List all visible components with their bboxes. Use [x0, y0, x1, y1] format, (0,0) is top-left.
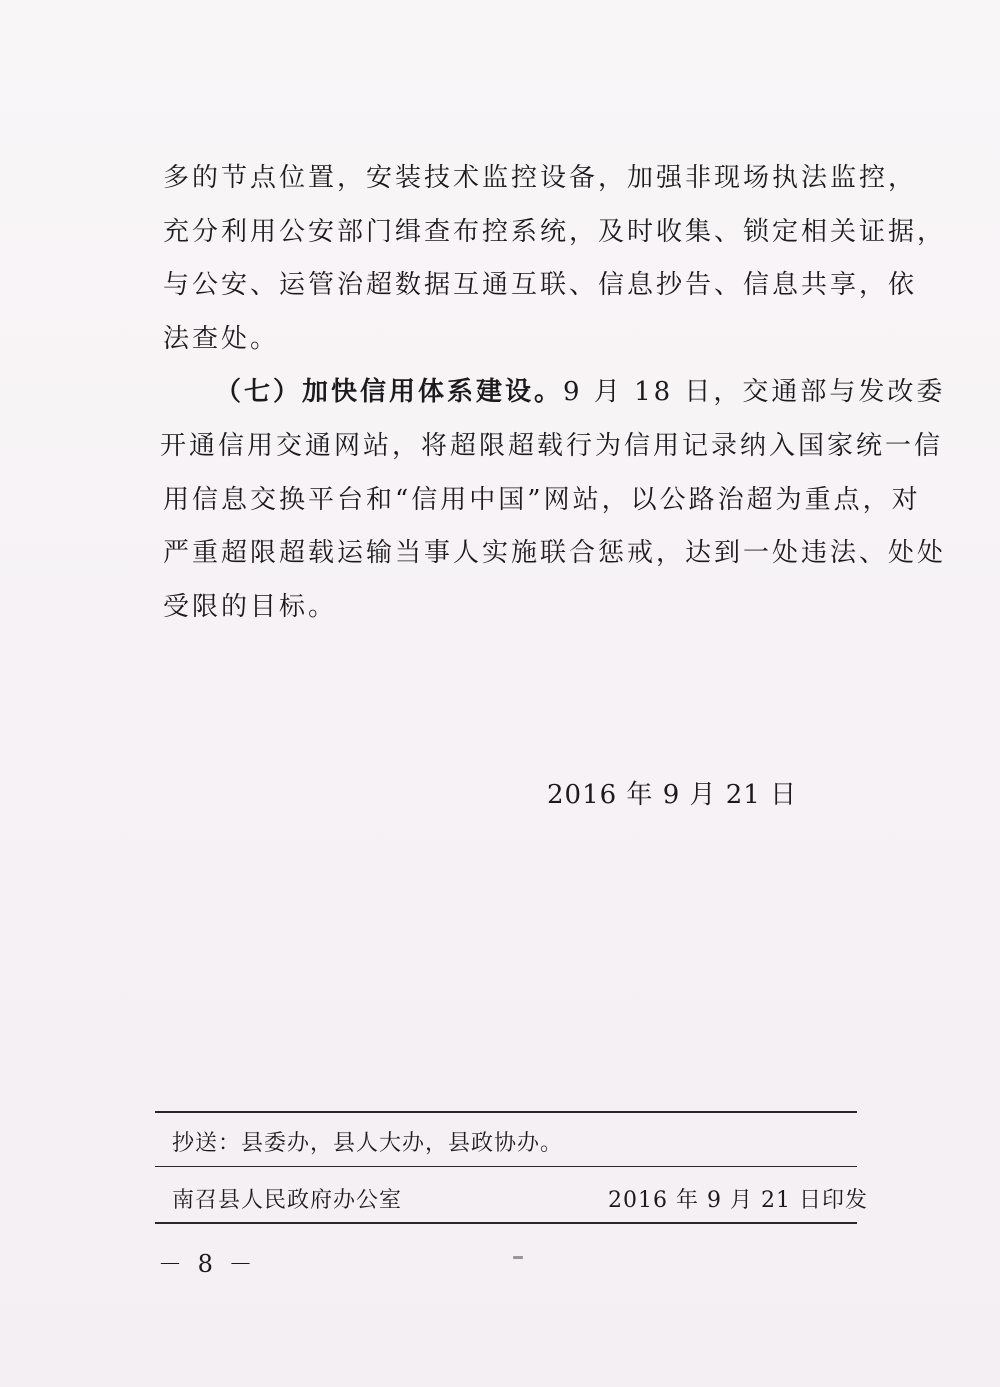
scan-mark — [513, 1256, 523, 1259]
section-heading: （七）加快信用体系建设。 — [215, 377, 564, 407]
section-line-1: 9 月 18 日，交通部与发改委 — [563, 377, 946, 407]
footer-bottom-rule — [155, 1222, 857, 1224]
issue-date: 2016 年 9 月 21 日印发 — [608, 1188, 868, 1213]
body-line-4: 法查处。 — [163, 324, 280, 354]
cc-line: 抄送：县委办，县人大办，县政协办。 — [172, 1131, 564, 1156]
section-line-2: 开通信用交通网站，将超限超载行为信用记录纳入国家统一信 — [160, 431, 944, 461]
body-line-1: 多的节点位置，安装技术监控设备，加强非现场执法监控， — [163, 163, 918, 193]
section-line-5: 受限的目标。 — [163, 592, 338, 622]
section-line-3: 用信息交换平台和“信用中国”网站，以公路治超为重点，对 — [163, 485, 921, 515]
footer-middle-rule — [155, 1166, 857, 1167]
page-number: － 8 － — [158, 1250, 257, 1278]
section-first-line — [215, 372, 945, 412]
signature-date: 2016 年 9 月 21 日 — [547, 780, 798, 810]
issuer-name: 南召县人民政府办公室 — [172, 1188, 403, 1213]
section-line-4: 严重超限超载运输当事人实施联合惩戒，达到一处违法、处处 — [163, 538, 947, 568]
footer-top-rule — [155, 1111, 857, 1113]
body-line-2: 充分利用公安部门缉查布控系统，及时收集、锁定相关证据， — [163, 217, 947, 247]
body-line-3: 与公安、运管治超数据互通互联、信息抄告、信息共享，依 — [163, 270, 918, 300]
